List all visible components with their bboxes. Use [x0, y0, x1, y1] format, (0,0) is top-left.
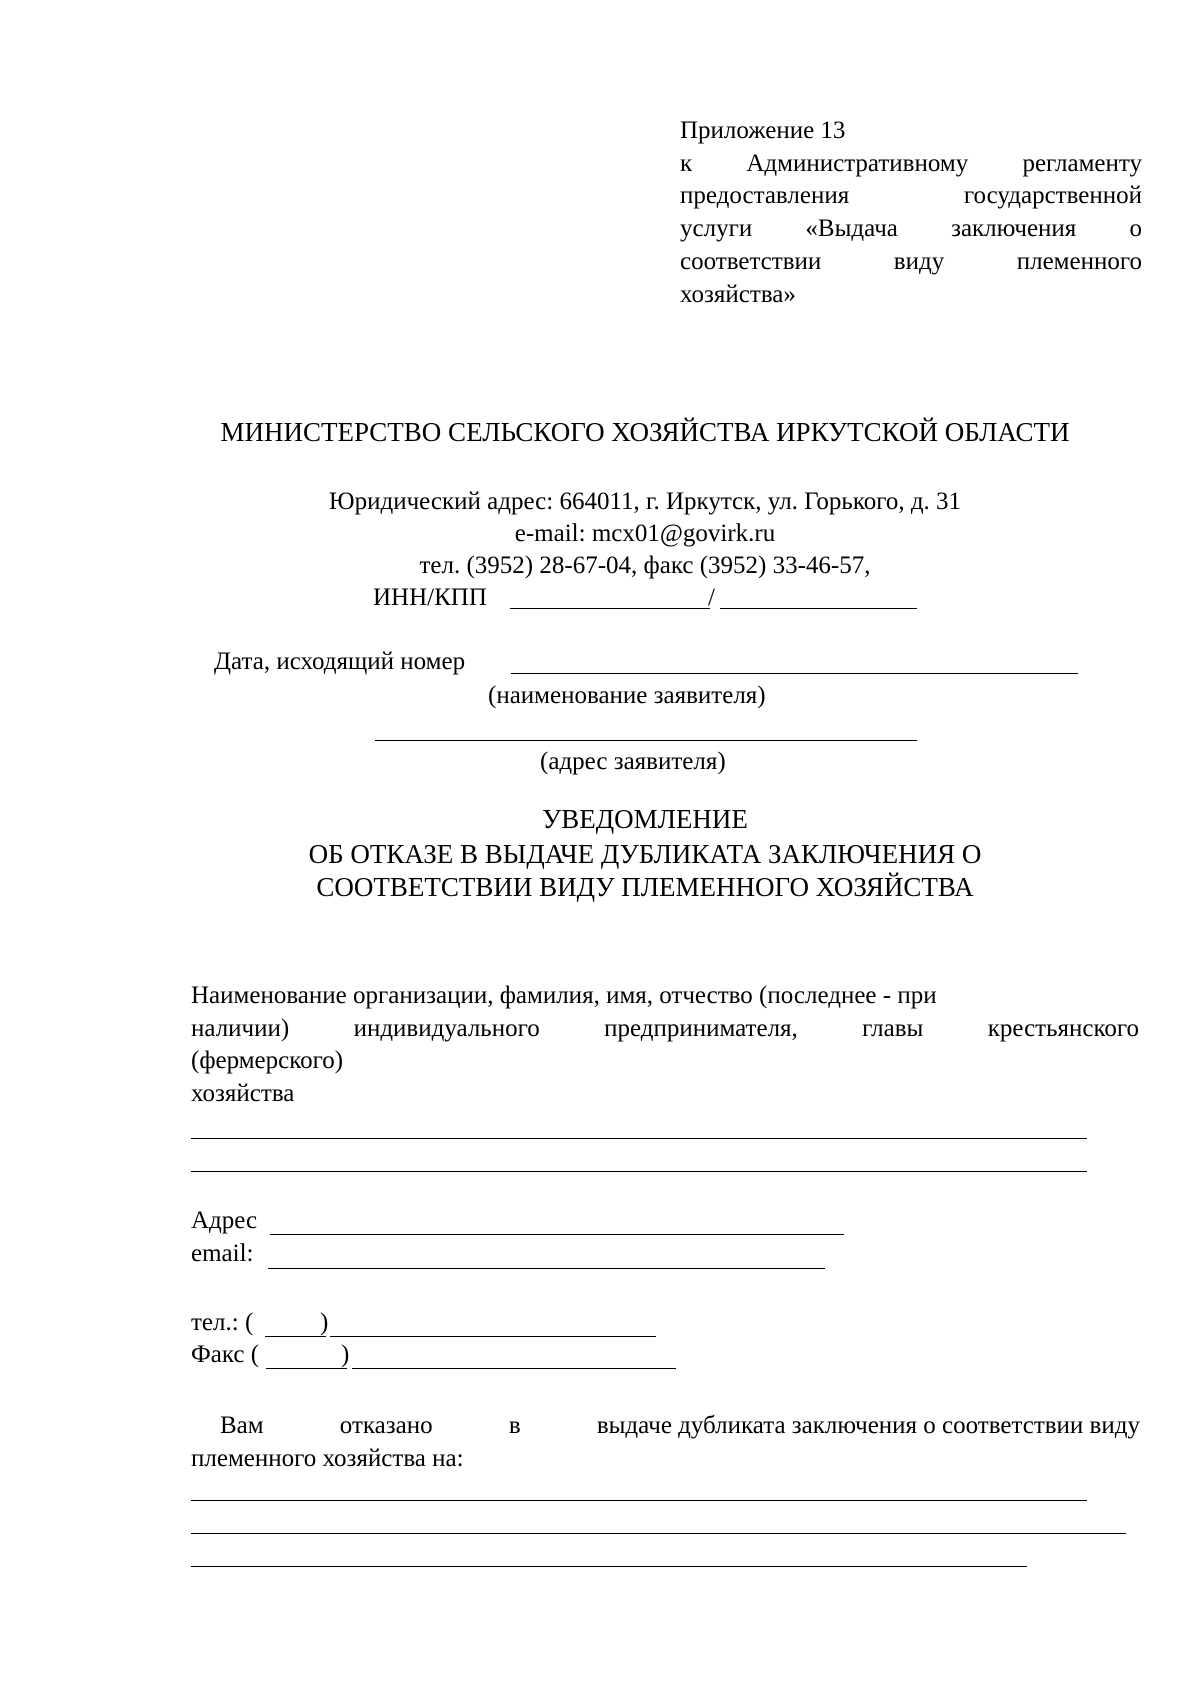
inn-separator: / [708, 584, 715, 611]
ministry-name: МИНИСТЕРСТВО СЕЛЬСКОГО ХОЗЯЙСТВА ИРКУТСКОЙ ОБЛАСТИ [220, 417, 1070, 447]
date-number-field [511, 673, 1078, 674]
applicant-address-caption: (адрес заявителя) [540, 748, 726, 775]
org-label-line-1: Наименование организации, фамилия, имя, отчество (последнее - при [191, 982, 937, 1009]
org-name-field-2 [191, 1171, 1087, 1172]
notice-subtitle-1: ОБ ОТКАЗЕ В ВЫДАЧЕ ДУБЛИКАТА ЗАКЛЮЧЕНИЯ О [308, 839, 982, 869]
inn-field [510, 608, 710, 609]
phone-number-field [330, 1336, 656, 1337]
ministry-address: Юридический адрес: 664011, г. Иркутск, ул. Горького, д. 31 [328, 488, 962, 515]
refusal-reason-field-3 [191, 1566, 1027, 1567]
fax-close-paren: ) [341, 1341, 350, 1368]
org-label-line-2: наличии) индивидуального предпринимателя, главы крестьянского [191, 1015, 1139, 1042]
inn-label: ИНН/КПП [373, 584, 487, 611]
org-name-field-1 [191, 1138, 1087, 1139]
notice-subtitle-2: СООТВЕТСТВИИ ВИДУ ПЛЕМЕННОГО ХОЗЯЙСТВА [316, 872, 974, 902]
phone-close-paren: ) [320, 1309, 329, 1336]
notice-title: УВЕДОМЛЕНИЕ [542, 804, 748, 834]
org-label-line-4: хозяйства [191, 1080, 295, 1107]
appendix-number: Приложение 13 [680, 117, 846, 144]
appendix-line-3: предоставления государственной [680, 182, 1142, 209]
refusal-reason-field-1 [191, 1500, 1087, 1501]
phone-code-field [265, 1336, 326, 1337]
fax-number-field [352, 1368, 676, 1369]
email-label: email: [191, 1240, 254, 1267]
ministry-email: e-mail: mcx01@govirk.ru [514, 520, 776, 547]
kpp-field [720, 608, 917, 609]
applicant-name-caption: (наименование заявителя) [488, 682, 766, 709]
phone-label: тел.: ( [191, 1309, 254, 1336]
ministry-phone: тел. (3952) 28-67-04, факс (3952) 33-46-57, [419, 552, 871, 579]
date-number-label: Дата, исходящий номер [214, 648, 466, 675]
refusal-reason-field-2 [191, 1533, 1126, 1534]
fax-code-field [266, 1368, 347, 1369]
fax-label: Факс ( [191, 1341, 260, 1368]
applicant-address-field [375, 740, 917, 741]
appendix-line-2: к Административному регламенту [680, 150, 1142, 177]
appendix-line-6: хозяйства» [680, 281, 796, 308]
appendix-line-4: услуги «Выдача заключения о [680, 215, 1142, 242]
org-label-line-3: (фермерского) [191, 1047, 344, 1074]
email-field [268, 1268, 825, 1269]
appendix-line-5: соответствии виду племенного [680, 248, 1142, 275]
address-field [270, 1234, 844, 1235]
address-label: Адрес [191, 1207, 258, 1234]
refusal-line-2: племенного хозяйства на: [191, 1445, 464, 1472]
refusal-line-1: Вам отказано в выдаче дубликата заключения о соответствии виду [220, 1412, 1140, 1439]
